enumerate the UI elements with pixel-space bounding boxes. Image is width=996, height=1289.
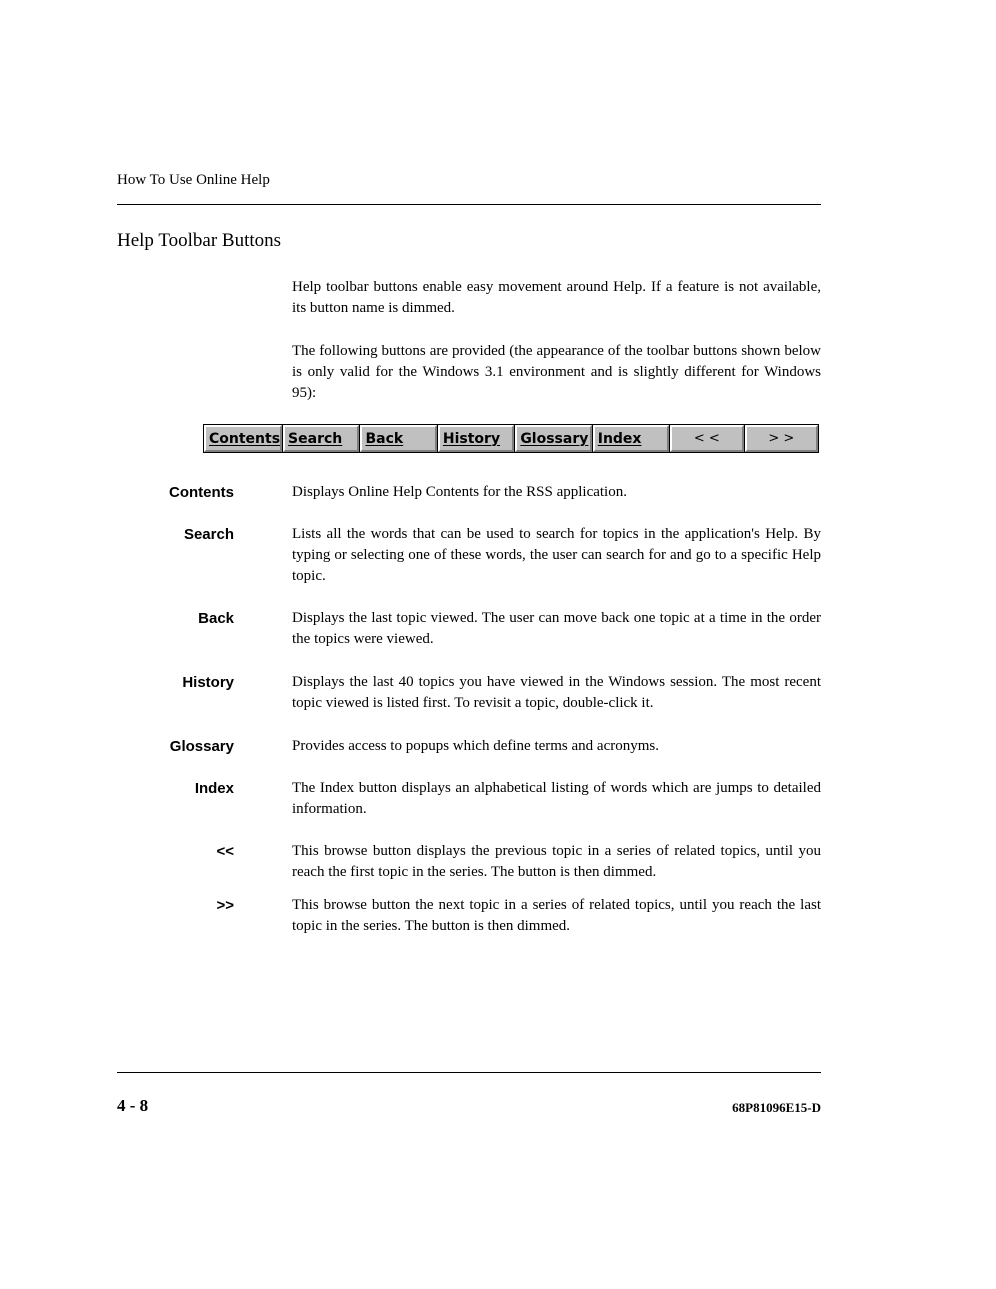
desc-back: Displays the last topic viewed. The user can move back one topic at a time in the order the topics were viewed. bbox=[292, 610, 821, 647]
section-title: Help Toolbar Buttons bbox=[117, 230, 282, 251]
desc-search: Lists all the words that can be used to search for topics in the application's Help. By typing or selecting one of these words, the user can search for and go to a specific Help topic. bbox=[292, 526, 821, 584]
term-contents: Contents bbox=[169, 484, 234, 501]
back-button[interactable] bbox=[360, 425, 436, 452]
browse-next-button[interactable] bbox=[745, 425, 818, 452]
contents-button-label: Contents bbox=[209, 430, 281, 447]
glossary-button-label: Glossary bbox=[520, 430, 589, 447]
desc-glossary: Provides access to popups which define terms and acronyms. bbox=[292, 738, 659, 754]
desc-history: Displays the last 40 topics you have viewed in the Windows session. The most recent topic viewed is listed first. To revisit a topic, double-click it. bbox=[292, 674, 821, 711]
term-glossary: Glossary bbox=[169, 738, 234, 755]
term-history: History bbox=[182, 674, 234, 691]
intro-paragraph-2: The following buttons are provided (the appearance of the toolbar buttons shown below is only valid for the Windows 3.1 environment and is slightly different for Windows 95): bbox=[292, 343, 821, 401]
document-number: 68P81096E15-D bbox=[732, 1100, 821, 1115]
term-back: Back bbox=[198, 610, 234, 627]
term-search: Search bbox=[183, 526, 234, 543]
term-browse-previous: << bbox=[216, 843, 234, 860]
term-index: Index bbox=[194, 780, 234, 797]
header-rule bbox=[117, 204, 821, 205]
intro-paragraph-1: Help toolbar buttons enable easy movement around Help. If a feature is not available, its button name is dimmed. bbox=[292, 279, 821, 316]
search-button[interactable] bbox=[283, 425, 359, 452]
help-toolbar bbox=[203, 424, 819, 453]
index-button[interactable] bbox=[593, 425, 669, 452]
browse-previous-button[interactable] bbox=[670, 425, 743, 452]
browse-previous-label: < < bbox=[693, 431, 720, 446]
page-number: 4 - 8 bbox=[117, 1096, 149, 1115]
search-button-label: Search bbox=[288, 430, 343, 447]
browse-next-label: > > bbox=[768, 431, 795, 446]
footer-rule bbox=[117, 1072, 821, 1073]
term-browse-next: >> bbox=[216, 897, 234, 914]
desc-index: The Index button displays an alphabetical listing of words which are jumps to detailed information. bbox=[292, 780, 821, 817]
history-button[interactable] bbox=[438, 425, 514, 452]
desc-contents: Displays Online Help Contents for the RSS application. bbox=[292, 484, 627, 500]
running-head: How To Use Online Help bbox=[117, 172, 270, 188]
contents-button[interactable] bbox=[204, 425, 282, 452]
desc-browse-previous: This browse button displays the previous topic in a series of related topics, until you reach the first topic in the series. The button is then dimmed. bbox=[292, 843, 821, 880]
glossary-button[interactable] bbox=[515, 425, 591, 452]
history-button-label: History bbox=[442, 430, 501, 447]
desc-browse-next: This browse button the next topic in a series of related topics, until you reach the last topic in the series. The button is then dimmed. bbox=[292, 897, 821, 934]
back-button-label: Back bbox=[365, 430, 404, 447]
index-button-label: Index bbox=[597, 430, 642, 447]
